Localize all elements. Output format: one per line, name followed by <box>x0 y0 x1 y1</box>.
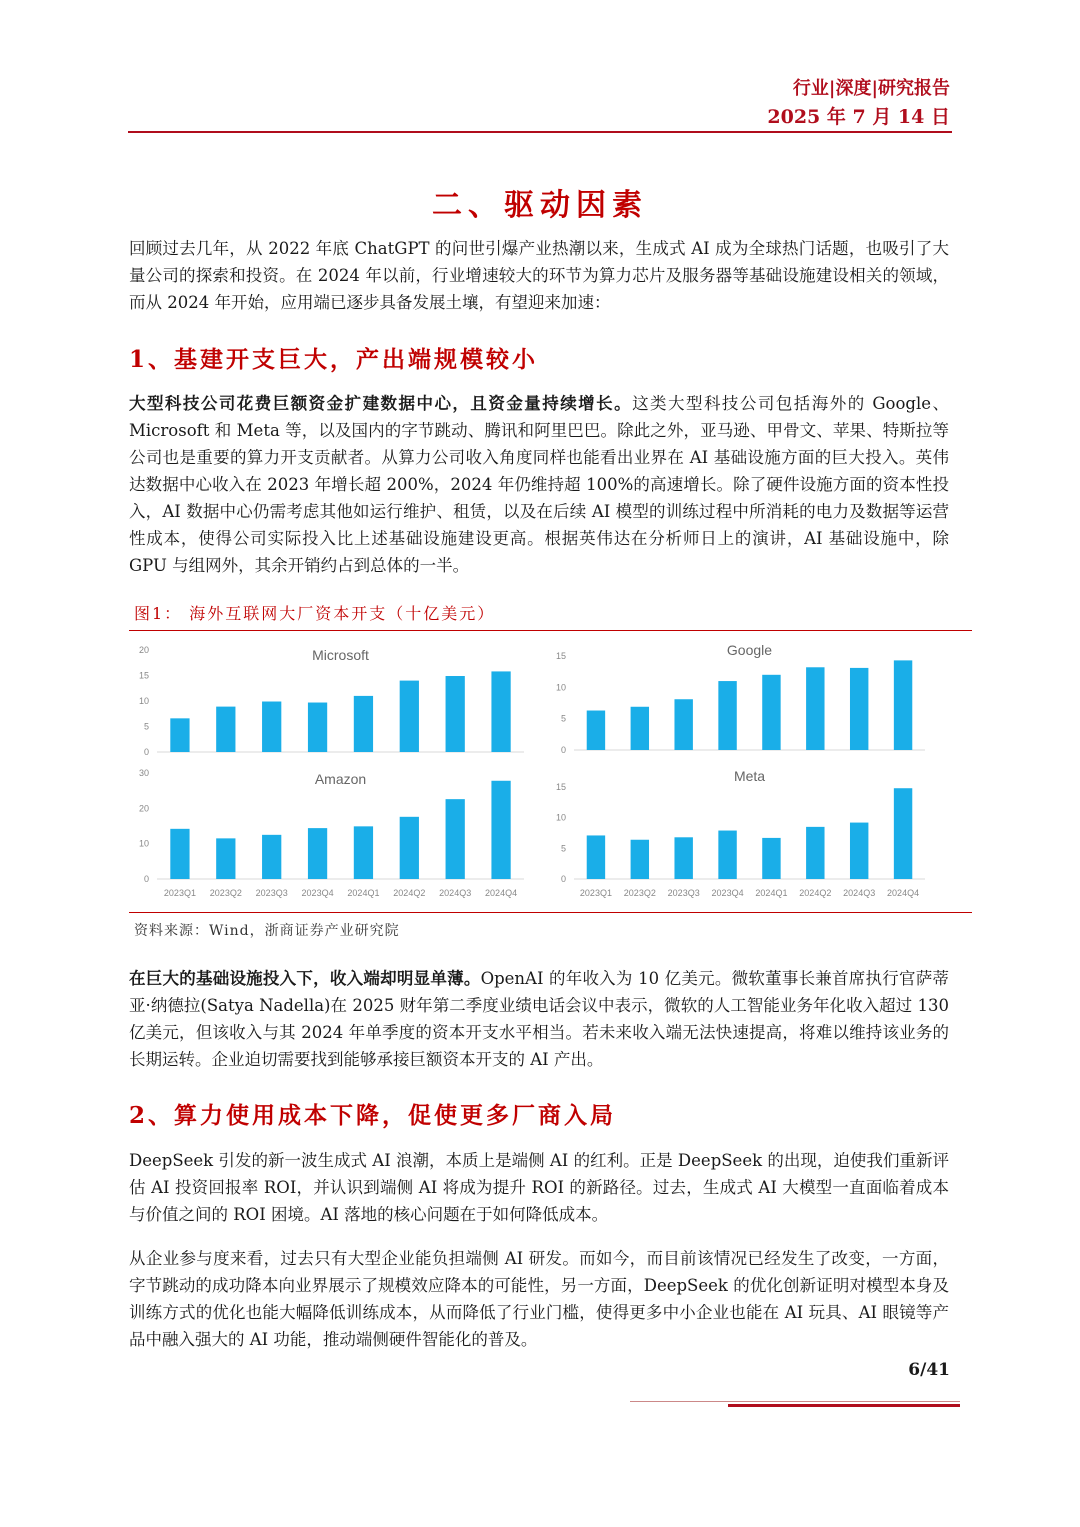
microsoft-bar-2024Q2 <box>400 681 419 752</box>
meta-xtick: 2024Q4 <box>887 888 920 898</box>
meta-ytick: 10 <box>555 812 566 823</box>
microsoft-ytick: 5 <box>143 721 149 732</box>
footer-rule-thick <box>728 1404 960 1407</box>
amazon-xtick: 2024Q2 <box>393 888 426 898</box>
report-date: 2025 年 7 月 14 日 <box>767 106 950 128</box>
chart-google <box>556 642 925 755</box>
subsection-1-heading: 1、基建开支巨大，产出端规模较小 <box>129 346 539 373</box>
subsection-1-paragraph-2 <box>129 965 949 1073</box>
google-ytick: 0 <box>560 745 566 755</box>
microsoft-bar-2023Q4 <box>308 703 327 752</box>
amazon-xtick: 2024Q3 <box>439 888 472 898</box>
meta-xtick: 2024Q1 <box>755 888 788 898</box>
figure-bottom-rule <box>129 912 972 913</box>
amazon-ytick: 0 <box>143 874 149 884</box>
google-bar-2023Q4 <box>718 681 736 750</box>
figure-source: 资料来源：Wind，浙商证券产业研究院 <box>134 923 400 939</box>
paragraph-lead: 在巨大的基础设施投入下，收入端却明显单薄。 <box>129 969 481 988</box>
google-ytick: 15 <box>555 651 566 661</box>
google-ytick: 10 <box>555 682 566 693</box>
amazon-ytick: 30 <box>138 768 149 778</box>
amazon-ytick: 10 <box>138 838 149 849</box>
amazon-xtick: 2023Q4 <box>301 888 334 898</box>
paragraph-body: OpenAI 的年收入为 10 亿美元。微软董事长兼首席执行官萨蒂亚·纳德拉(Satya Nadella)在 2025 财年第二季度业绩电话会议中表示，微软的人工智能业务年化收入超过 130 亿美元，但该收入与其 2024 年单季度的资本开支水平相当。若未来收入端无法快速提高，将难以维持该业务的长期运转。企业迫切需要找到能够承接巨额资本开支的 AI 产出。 <box>129 969 949 1069</box>
meta-bar-2023Q1 <box>587 835 605 879</box>
subsection-1-paragraph-1 <box>129 390 949 579</box>
figure-title: 图1： 海外互联网大厂资本开支（十亿美元） <box>134 604 496 623</box>
amazon-chart-title: Amazon <box>314 771 367 787</box>
intro-paragraph: 回顾过去几年，从 2022 年底 ChatGPT 的问世引爆产业热潮以来，生成式 AI 成为全球热门话题，也吸引了大量公司的探索和投资。在 2024 年以前，行业增速较大的环节为算力芯片及服务器等基础设施建设相关的领域，而从 2024 年开始，应用端已逐步具备发展土壤，有望迎来加速： <box>129 239 949 312</box>
meta-bar-2024Q3 <box>850 823 868 879</box>
meta-xtick: 2023Q4 <box>711 888 744 898</box>
header-divider <box>128 131 952 133</box>
subsection-2-paragraph-1: DeepSeek 引发的新一波生成式 AI 浪潮，本质上是端侧 AI 的红利。正是 DeepSeek 的出现，迫使我们重新评估 AI 投资回报率 ROI，并认识到端侧 AI 将成为提升 ROI 的新路径。过去，生成式 AI 大模型一直面临着成本与价值之间的 ROI 困境。AI 落地的核心问题在于如何降低成本。 <box>129 1151 949 1224</box>
meta-xtick: 2023Q1 <box>579 888 612 898</box>
google-bar-2023Q1 <box>587 711 605 750</box>
amazon-bar-2023Q4 <box>308 828 327 879</box>
meta-bar-2024Q2 <box>806 827 824 879</box>
microsoft-bar-2024Q3 <box>446 676 465 752</box>
meta-bar-2024Q4 <box>894 788 912 879</box>
paragraph-lead: 大型科技公司花费巨额资金扩建数据中心，且资金量持续增长。 <box>129 394 633 413</box>
google-chart-title: Google <box>726 642 773 658</box>
page-number: 6/41 <box>908 1360 950 1380</box>
amazon-xtick: 2024Q4 <box>485 888 518 898</box>
meta-chart-title: Meta <box>733 768 766 784</box>
microsoft-bar-2023Q1 <box>170 718 189 752</box>
amazon-bar-2024Q3 <box>446 799 465 879</box>
amazon-bar-2024Q4 <box>491 781 510 879</box>
meta-xtick: 2023Q2 <box>623 888 656 898</box>
microsoft-bar-2023Q3 <box>262 702 281 752</box>
microsoft-bar-2024Q4 <box>491 671 510 752</box>
microsoft-bar-2023Q2 <box>216 707 235 752</box>
google-bar-2024Q4 <box>894 660 912 750</box>
meta-bar-2023Q2 <box>631 840 649 879</box>
amazon-bar-2024Q2 <box>400 817 419 879</box>
meta-xtick: 2024Q3 <box>843 888 876 898</box>
subsection-2-heading: 2、算力使用成本下降，促使更多厂商入局 <box>129 1102 617 1129</box>
figure-top-rule <box>129 630 972 631</box>
amazon-xtick: 2023Q3 <box>255 888 288 898</box>
microsoft-ytick: 0 <box>143 747 149 757</box>
paragraph-body: 这类大型科技公司包括海外的 Google、Microsoft 和 Meta 等，以及国内的字节跳动、腾讯和阿里巴巴。除此之外，亚马逊、甲骨文、苹果、特斯拉等公司也是重要的算力开支贡献者。从算力公司收入角度同样也能看出业界在 AI 基础设施方面的巨大投入。英伟达数据中心收入在 2023 年增长超 200%，2024 年仍维持超 100%的高速增长。除了硬件设施方面的资本性投入，AI 数据中心仍需考虑其他如运行维护、租赁，以及在后续 AI 模型的训练过程中所消耗的电力及数据等运营性成本，使得公司实际投入比上述基础设施建设更高。根据英伟达在分析师日上的演讲，AI 基础设施中，除 GPU 与组网外，其余开销约占到总体的一半。 <box>129 394 950 575</box>
microsoft-ytick: 10 <box>138 696 149 706</box>
google-ytick: 5 <box>560 713 566 724</box>
amazon-bar-2023Q2 <box>216 838 235 879</box>
subsection-2-paragraph-2: 从企业参与度来看，过去只有大型企业能负担端侧 AI 研发。而如今，而目前该情况已经发生了改变，一方面，字节跳动的成功降本向业界展示了规模效应降本的可能性，另一方面，DeepSeek 的优化创新证明对模型本身及训练方式的优化也能大幅降低训练成本，从而降低了行业门槛，使得更多中小企业也能在 AI 玩具、AI 眼镜等产品中融入强大的 AI 功能，推动端侧硬件智能化的普及。 <box>129 1249 949 1349</box>
google-bar-2023Q2 <box>631 707 649 750</box>
google-bar-2024Q1 <box>762 675 780 750</box>
chart-amazon <box>139 768 524 898</box>
meta-ytick: 15 <box>555 782 566 792</box>
report-header <box>767 76 950 132</box>
section-title: 二、驱动因素 <box>432 188 648 223</box>
google-bar-2023Q3 <box>674 699 692 750</box>
meta-bar-2024Q1 <box>762 838 780 879</box>
report-type: 行业|深度|研究报告 <box>792 78 950 99</box>
google-bar-2024Q3 <box>850 668 868 750</box>
microsoft-ytick: 20 <box>138 645 149 655</box>
microsoft-bar-2024Q1 <box>354 696 373 752</box>
google-bar-2024Q2 <box>806 667 824 750</box>
meta-ytick: 5 <box>560 843 566 854</box>
meta-bar-2023Q3 <box>674 837 692 879</box>
amazon-xtick: 2024Q1 <box>347 888 380 898</box>
amazon-bar-2024Q1 <box>354 826 373 879</box>
amazon-xtick: 2023Q2 <box>209 888 242 898</box>
amazon-xtick: 2023Q1 <box>163 888 196 898</box>
amazon-bar-2023Q3 <box>262 835 281 879</box>
capex-charts <box>129 636 972 908</box>
meta-xtick: 2023Q3 <box>667 888 700 898</box>
footer-rule-thin <box>630 1401 960 1402</box>
chart-meta <box>556 768 925 898</box>
meta-ytick: 0 <box>560 874 566 884</box>
microsoft-ytick: 15 <box>138 670 149 681</box>
amazon-ytick: 20 <box>138 803 149 814</box>
meta-bar-2023Q4 <box>718 831 736 879</box>
chart-microsoft <box>139 645 524 757</box>
meta-xtick: 2024Q2 <box>799 888 832 898</box>
microsoft-chart-title: Microsoft <box>312 647 369 663</box>
amazon-bar-2023Q1 <box>170 829 189 879</box>
